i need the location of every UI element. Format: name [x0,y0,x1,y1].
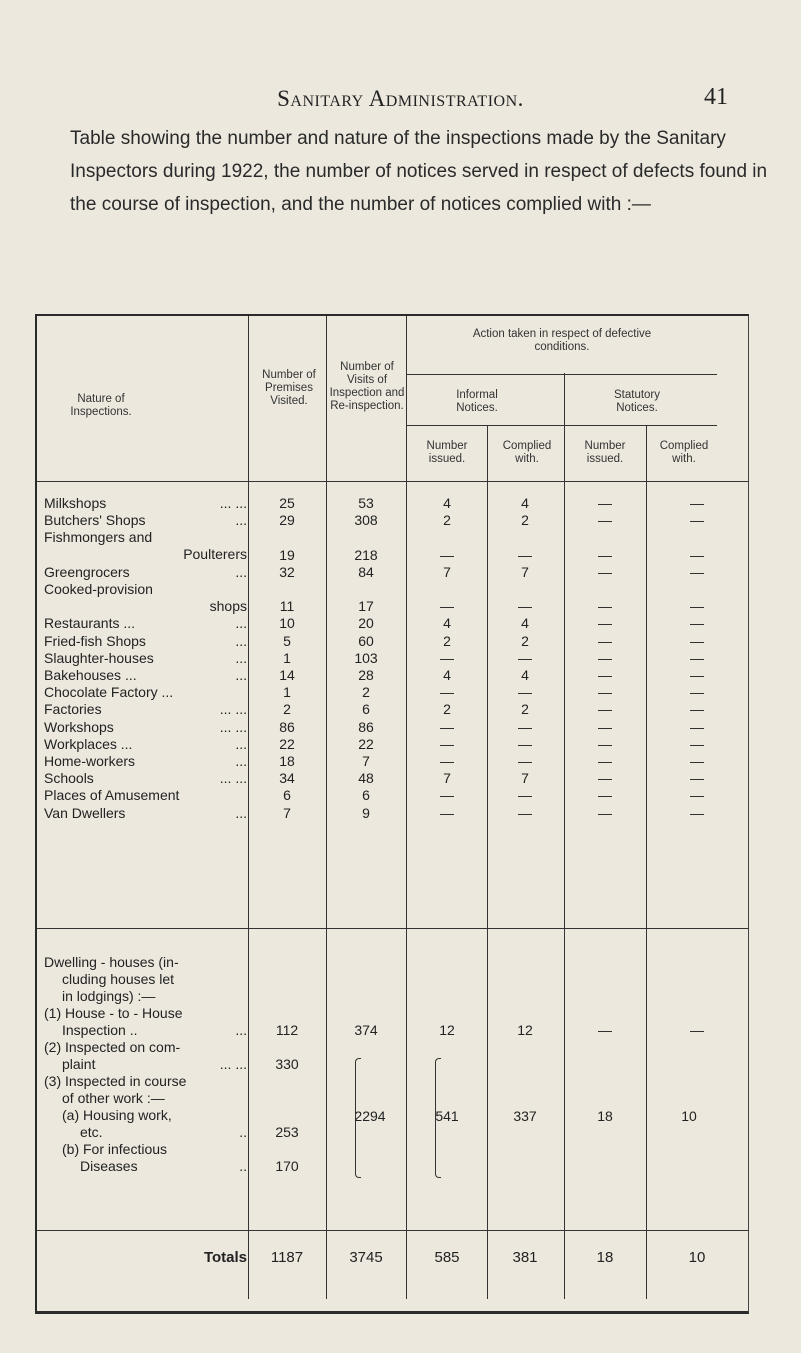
cell-inf-issued: 2 [443,512,451,529]
dwelling-1-inf-complied: 12 [517,1022,533,1038]
row-label [44,667,247,684]
cell-inf-complied: — [518,804,532,821]
cell-premises: 2 [283,701,291,718]
cell-inf-issued: — [440,546,454,563]
cell-inf-complied: — [518,753,532,769]
cell-premises: 22 [279,735,295,752]
row-label-line [44,753,247,770]
dwelling-line [44,1124,247,1141]
cell-inf-complied: 4 [521,615,529,632]
leader-dots: ... [235,804,247,821]
cell-premises: 18 [279,753,295,769]
cell-visits: 218 [354,546,378,563]
dwelling-label [44,954,247,1175]
totals-label: Totals [203,1249,247,1266]
cell-stat-complied: — [690,667,704,683]
row-label [44,719,247,736]
row-label-line: shops [209,598,247,614]
cell-visits: 53 [358,495,374,511]
cell-stat-complied: — [690,546,704,563]
leader-dots: ... [235,667,247,683]
dwelling-group-stat-issued: 18 [597,1108,613,1124]
row-label [44,805,247,822]
header-nature: Nature of Inspections. [70,393,132,418]
cell-visits: 308 [354,512,378,529]
cell-inf-issued: — [440,598,454,615]
cell-inf-issued: 2 [443,632,451,649]
row-label-text: Home-workers [44,753,136,769]
cell-visits: 6 [362,787,370,804]
row-label-line [44,633,247,650]
row-label-text: Bakehouses ... [44,667,137,683]
cell-premises: 6 [283,787,291,804]
leader-dots: ... ... [219,701,247,718]
cell-inf-complied: 7 [521,563,529,580]
cell-stat-issued: — [598,615,612,632]
row-label [44,633,247,650]
row-label-line [44,667,247,684]
dwelling-3a-premises: 253 [275,1124,299,1140]
leader-dots: ... ... [219,1056,247,1072]
leader-dots: ... [235,649,247,666]
leader-dots: ... [235,753,247,769]
row-label-text: Schools [44,770,94,787]
dwelling-1-premises: 112 [275,1022,299,1038]
cell-stat-complied: — [690,563,704,580]
cell-visits: 6 [362,701,370,718]
cell-inf-complied: 2 [521,632,529,649]
cell-inf-issued: — [440,718,454,735]
cell-inf-issued: 4 [443,495,451,511]
row-label-text: Restaurants ... [44,615,136,632]
row-label [44,650,247,667]
cell-visits: 28 [358,667,374,683]
cell-stat-issued: — [598,735,612,752]
totals-stat-complied: 10 [688,1249,706,1266]
totals-stat-issued: 18 [596,1249,614,1266]
row-label [44,753,247,770]
cell-inf-complied: 4 [521,667,529,683]
cell-stat-issued: — [598,684,612,701]
cell-stat-issued: — [598,701,612,718]
cell-premises: 1 [283,649,291,666]
leader-dots: ... [235,735,247,752]
totals-inf-issued: 585 [434,1249,460,1266]
cell-stat-complied: — [690,770,704,787]
cell-stat-complied: — [690,649,704,666]
col-divider [646,426,647,1299]
row-label-line [44,615,247,632]
cell-premises: 25 [279,495,295,511]
row-label [44,701,247,718]
cell-visits: 84 [358,563,374,580]
cell-premises: 14 [279,667,295,683]
leader-dots: .. [239,1124,247,1140]
dwelling-line [44,1056,247,1073]
cell-stat-issued: — [598,787,612,804]
cell-inf-issued: — [440,735,454,752]
cell-premises: 5 [283,632,291,649]
header-informal: Informal Notices. [456,389,498,414]
cell-inf-issued: 7 [443,770,451,787]
row-label-line [44,736,247,753]
row-label-line [44,581,247,598]
cell-inf-complied: 2 [521,701,529,718]
cell-stat-issued: — [598,563,612,580]
row-label-line [44,770,247,787]
row-label-text: Slaughter-houses [44,649,154,666]
row-label-line [44,495,247,512]
dwelling-item-label: etc. [80,1124,103,1140]
cell-stat-complied: — [690,684,704,701]
cell-premises: 34 [279,770,295,787]
cell-premises: 19 [279,546,295,563]
cell-stat-issued: — [598,718,612,735]
dwelling-line: (b) For infectious [62,1141,168,1157]
cell-stat-complied: — [690,495,704,511]
cell-stat-complied: — [690,804,704,821]
cell-visits: 20 [358,615,374,632]
cell-stat-complied: — [690,615,704,632]
cell-stat-complied: — [690,718,704,735]
cell-visits: 22 [358,735,374,752]
cell-stat-issued: — [598,804,612,821]
dwelling-line: (a) Housing work, [62,1107,172,1123]
cell-stat-issued: — [598,495,612,511]
row-label-text: Workplaces ... [44,735,133,752]
row-label-text: Workshops [44,718,114,735]
dwelling-2-premises: 330 [275,1056,299,1072]
header-action: Action taken in respect of defective conditions. [472,328,652,353]
row-label [44,770,247,787]
cell-stat-issued: — [598,770,612,787]
dwelling-1-stat-complied: — [690,1022,704,1038]
cell-stat-issued: — [598,753,612,769]
header-rule [406,374,717,375]
row-label-line [44,719,247,736]
cell-inf-complied: — [518,649,532,666]
header-inf-complied: Complied with. [502,440,552,465]
header-rule [37,481,749,482]
row-label-line: Poulterers [183,546,247,563]
cell-visits: 2 [362,684,370,701]
dwelling-group-inf-issued: 541 [435,1108,459,1124]
row-label-text: Fishmongers and [44,529,153,546]
leader-dots: ... [235,1022,247,1038]
cell-inf-complied: 4 [521,495,529,511]
cell-inf-complied: — [518,546,532,563]
page-number: 41 [704,84,728,110]
cell-premises: 11 [279,598,295,615]
leader-dots: .. [239,1158,247,1174]
cell-stat-issued: — [598,546,612,563]
cell-inf-complied: — [518,718,532,735]
totals-inf-complied: 381 [512,1249,538,1266]
cell-stat-complied: — [690,598,704,615]
header-premises: Number of Premises Visited. [262,369,316,407]
dwelling-line: (1) House - to - House [44,1005,183,1021]
dwelling-line: (3) Inspected in course [44,1073,187,1089]
row-label [44,736,247,753]
dwelling-1-inf-issued: 12 [439,1022,455,1038]
dwelling-line: (2) Inspected on com- [44,1039,181,1055]
cell-premises: 10 [279,615,295,632]
cell-inf-issued: 2 [443,701,451,718]
cell-premises: 1 [283,684,291,701]
row-label [44,529,247,563]
cell-inf-complied: 7 [521,770,529,787]
row-label-text: Fried-fish Shops [44,632,146,649]
leader-dots: ... ... [219,770,247,787]
leader-dots: ... ... [219,718,247,735]
row-label [44,787,247,804]
cell-inf-issued: — [440,649,454,666]
dwelling-line: Dwelling - houses (in- [44,954,179,970]
dwelling-item-label: Diseases [80,1158,138,1174]
cell-stat-issued: — [598,667,612,683]
row-label-line [44,805,247,822]
row-label-line [44,650,247,667]
cell-stat-issued: — [598,598,612,615]
row-label [44,684,247,701]
dwelling-3b-premises: 170 [275,1158,299,1174]
cell-premises: 29 [279,512,295,529]
row-label-line [44,684,247,701]
dwelling-group-stat-complied: 10 [681,1108,697,1124]
dwelling-line [44,1158,247,1175]
dwelling-line [44,1022,247,1039]
cell-visits: 48 [358,770,374,787]
row-label [44,564,247,581]
cell-inf-complied: — [518,598,532,615]
header-visits: Number of Visits of Inspection and Re-inspection. [329,361,405,412]
intro-paragraph: Table showing the number and nature of the inspections made by the Sanitary Inspectors during 1922, the number of notices served in respect of defects found in the course of inspection, and the number of notices complied with :— [70,128,768,215]
cell-premises: 86 [279,718,295,735]
cell-inf-complied: — [518,684,532,701]
row-label-line [44,529,247,546]
row-label [44,581,247,615]
dwelling-item-label: Inspection .. [62,1022,138,1038]
cell-inf-issued: — [440,787,454,804]
cell-visits: 103 [354,649,378,666]
header-inf-issued: Number issued. [426,440,468,465]
row-label-text: Places of Amusement [44,787,180,804]
totals-rule [37,1230,749,1231]
row-label [44,495,247,512]
cell-visits: 17 [358,598,374,615]
cell-inf-issued: — [440,684,454,701]
row-label-text: Van Dwellers [44,804,126,821]
row-label [44,615,247,632]
cell-visits: 86 [358,718,374,735]
row-label-text: Butchers' Shops [44,512,146,529]
row-label-text: Factories [44,701,102,718]
row-label-line [44,787,247,804]
header-rule [406,425,717,426]
leader-dots: ... [235,615,247,632]
cell-visits: 7 [362,753,370,769]
cell-stat-complied: — [690,632,704,649]
row-label-line [44,512,247,529]
cell-stat-complied: — [690,787,704,804]
row-label-line [44,701,247,718]
dwelling-item-label: plaint [62,1056,96,1072]
dwelling-group-inf-complied: 337 [513,1108,537,1124]
header-statutory: Statutory Notices. [613,389,661,414]
dwelling-line: cluding houses let [62,971,175,987]
dwelling-line: of other work :— [62,1090,165,1106]
header-stat-complied: Complied with. [659,440,709,465]
cell-inf-complied: 2 [521,512,529,529]
cell-stat-issued: — [598,512,612,529]
cell-visits: 60 [358,632,374,649]
row-label-text: Chocolate Factory ... [44,684,174,701]
cell-inf-issued: 4 [443,615,451,632]
leader-dots: ... ... [219,495,247,511]
dwelling-1-visits: 374 [354,1022,378,1038]
cell-inf-issued: 4 [443,667,451,683]
cell-visits: 9 [362,804,370,821]
cell-inf-complied: — [518,735,532,752]
cell-premises: 7 [283,804,291,821]
cell-inf-complied: — [518,787,532,804]
cell-stat-complied: — [690,701,704,718]
cell-stat-issued: — [598,649,612,666]
totals-premises: 1187 [270,1249,304,1266]
totals-visits: 3745 [349,1249,383,1266]
leader-dots: ... [235,563,247,580]
running-head: Sanitary Administration. [277,86,524,111]
cell-inf-issued: — [440,804,454,821]
row-label [44,512,247,529]
dwelling-line: in lodgings) :— [62,988,156,1004]
row-label-text: Greengrocers [44,563,130,580]
cell-inf-issued: 7 [443,563,451,580]
cell-inf-issued: — [440,753,454,769]
dwelling-group-visits: 2294 [354,1108,386,1124]
header-stat-issued: Number issued. [584,440,626,465]
cell-stat-complied: — [690,512,704,529]
row-label-text: Milkshops [44,495,107,511]
cell-stat-issued: — [598,632,612,649]
inspections-table [35,314,749,1314]
cell-premises: 32 [279,563,295,580]
leader-dots: ... [235,632,247,649]
row-label-line [44,564,247,581]
section-rule [37,928,749,929]
dwelling-1-stat-issued: — [598,1022,612,1038]
cell-stat-complied: — [690,753,704,769]
cell-stat-complied: — [690,735,704,752]
leader-dots: ... [235,512,247,529]
row-label-text: Cooked-provision [44,581,153,597]
